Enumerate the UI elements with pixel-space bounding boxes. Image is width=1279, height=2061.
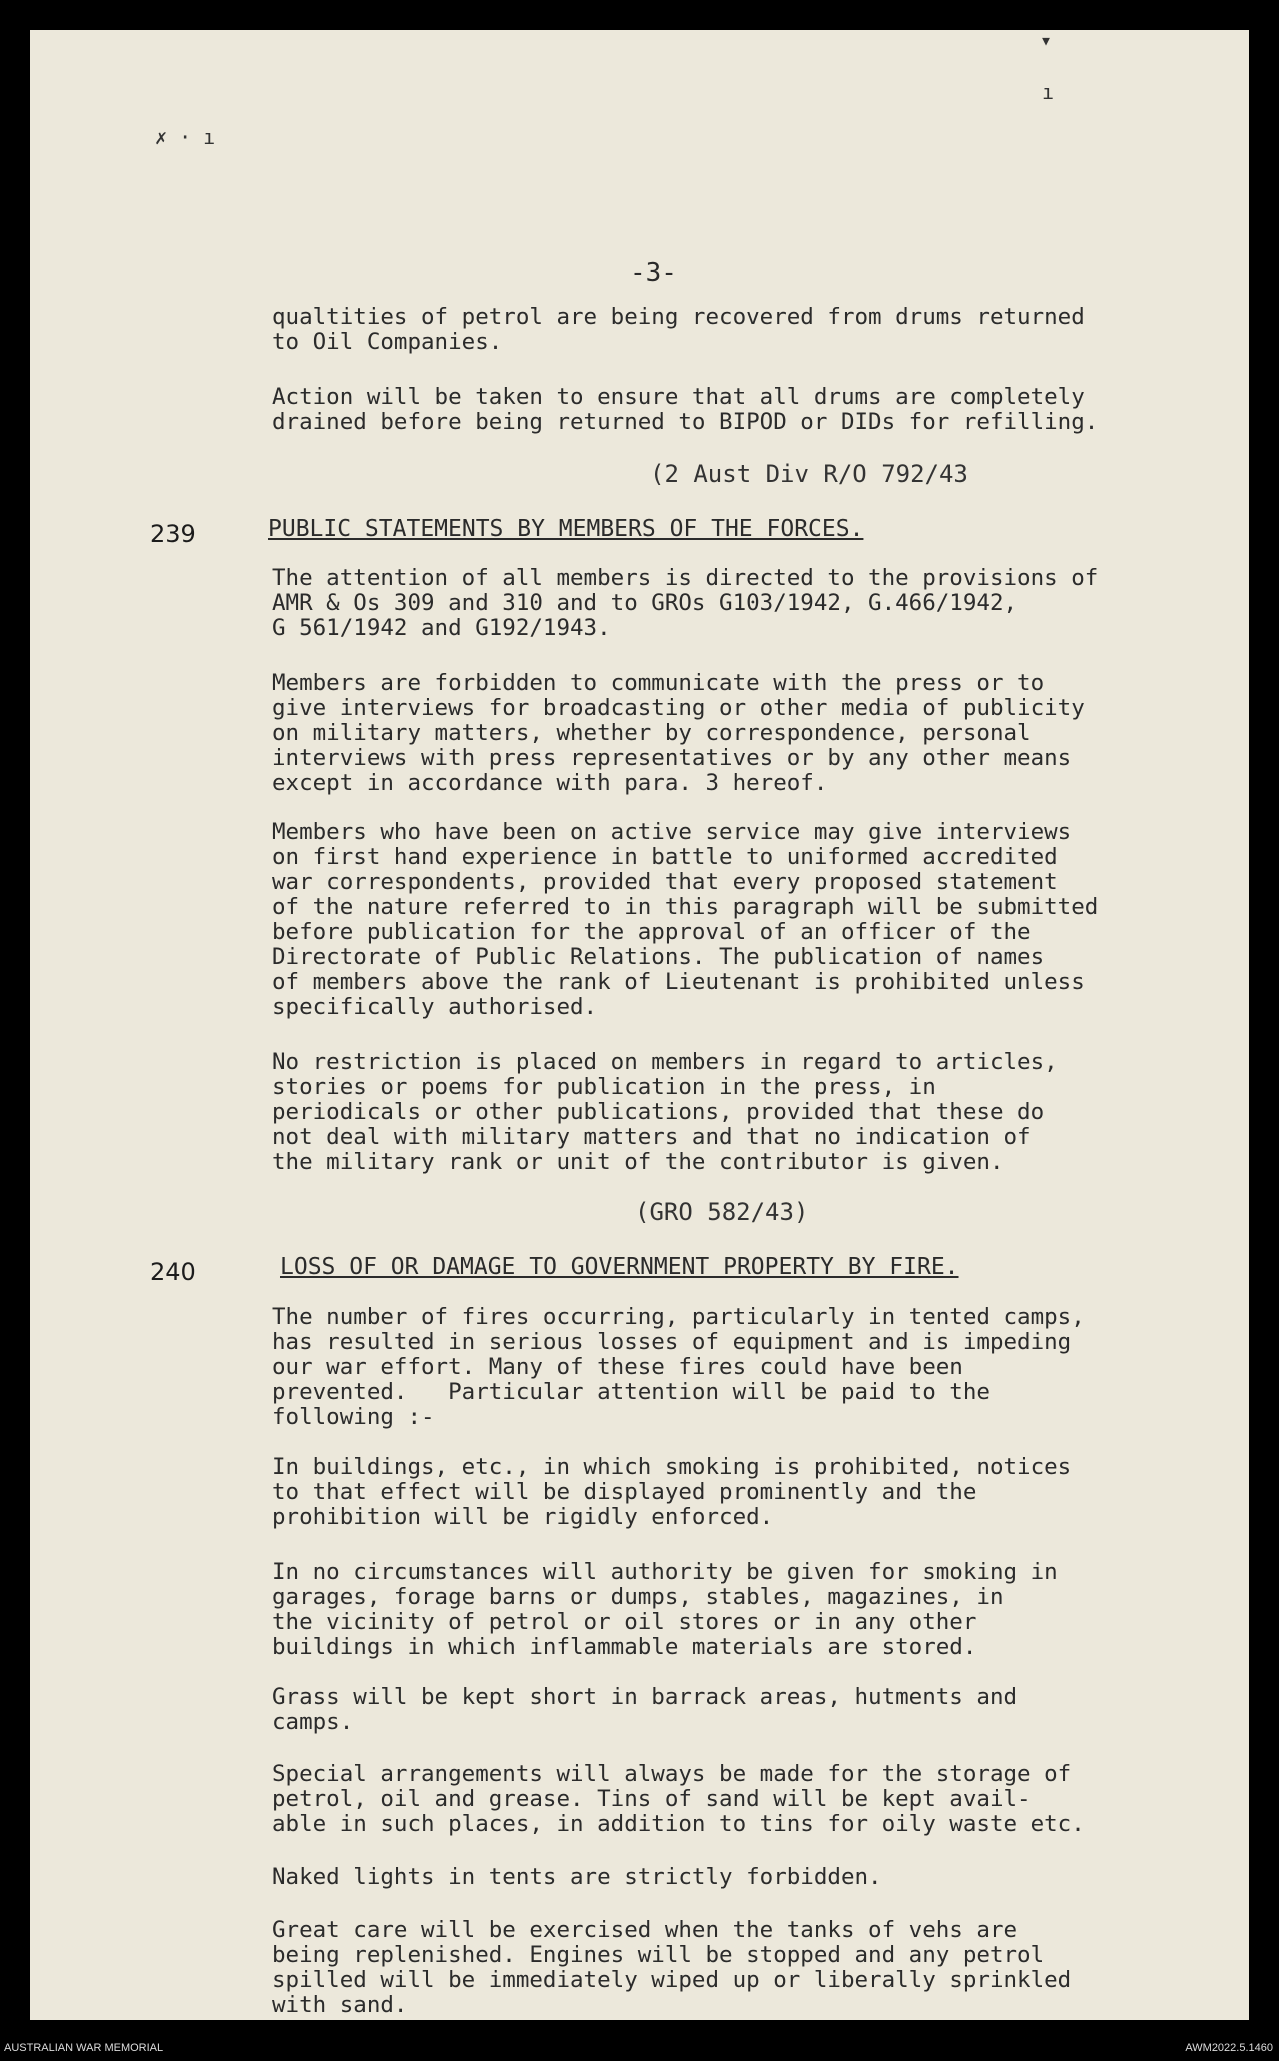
paragraph-text: Great care will be exercised when the tanks of vehs are being replenished. Engines will be stopped and any petrol spilled will be immediately wiped up or liberally sprinkled with sand. — [272, 1918, 1072, 2018]
paragraph-text: In buildings, etc., in which smoking is prohibited, notices to that effect will be displayed prominently and the prohibition will be rigidly enforced. — [272, 1454, 1072, 1530]
ink-mark: ▾ — [1040, 28, 1053, 52]
section-heading: PUBLIC STATEMENTS BY MEMBERS OF THE FORCES. — [268, 516, 864, 542]
page-number: -3- — [630, 258, 677, 288]
paragraph-text: Action will be taken to ensure that all drums are completely drained before being returned to BIPOD or DIDs for refilling. — [272, 384, 1099, 435]
paragraph-number: 240 — [150, 1258, 196, 1286]
paragraph-text: Special arrangements will always be made for the storage of petrol, oil and grease. Tins of sand will be kept avail- able in such places, in addition to tins for oily waste etc. — [272, 1761, 1085, 1837]
reference-note: (2 Aust Div R/O 792/43 — [650, 460, 968, 488]
paragraph-text: The number of fires occurring, particularly in tented camps, has resulted in serious losses of equipment and is impeding our war effort. Many of these fires could have been prevented. Particular attention will be paid to the following :- — [272, 1304, 1085, 1430]
paragraph-text: Grass will be kept short in barrack areas, hutments and camps. — [272, 1684, 1018, 1735]
ink-mark: ı — [1042, 80, 1055, 104]
paragraph-number: 239 — [150, 520, 196, 548]
paragraph-text: Naked lights in tents are strictly forbidden. — [272, 1864, 882, 1890]
paragraph-text: In no circumstances will authority be given for smoking in garages, forage barns or dumps, stables, magazines, in the vicinity of petrol or oil stores or in any other buildings in which inflammable materials are stored. — [272, 1559, 1058, 1660]
section-heading: LOSS OF OR DAMAGE TO GOVERNMENT PROPERTY BY FIRE. — [280, 1254, 959, 1280]
footer-left: AUSTRALIAN WAR MEMORIAL — [4, 2042, 164, 2054]
footer-right: AWM2022.5.1460 — [1185, 2042, 1273, 2054]
paragraph-text: qualtities of petrol are being recovered from drums returned to Oil Companies. — [272, 304, 1085, 355]
reference-note: (GRO 582/43) — [635, 1198, 809, 1226]
paragraph-text: Members who have been on active service may give interviews on first hand experience in battle to uniformed accredited war correspondents, provided that every proposed statement of the nature referred to in this paragraph will be submitted before publication for the approval of an officer of the Directorate of Public Relations. The publication of names of members above the rank of Lieutenant is prohibited unless specifically authorised. — [272, 819, 1099, 1020]
paragraph-text: The attention of all members is directed to the provisions of AMR & Os 309 and 310 and to GROs G103/1942, G.466/1942, G 561/1942 and G192/1943. — [272, 565, 1099, 641]
ink-mark: ✗ · ı — [155, 125, 216, 149]
paragraph-text: No restriction is placed on members in regard to articles, stories or poems for publication in the press, in periodicals or other publications, provided that these do not deal with military matters and that no indication of the military rank or unit of the contributor is given. — [272, 1049, 1058, 1175]
paragraph-text: Members are forbidden to communicate with the press or to give interviews for broadcasting or other media of publicity on military matters, whether by correspondence, personal interviews with press representatives or by any other means except in accordance with para. 3 hereof. — [272, 670, 1085, 796]
